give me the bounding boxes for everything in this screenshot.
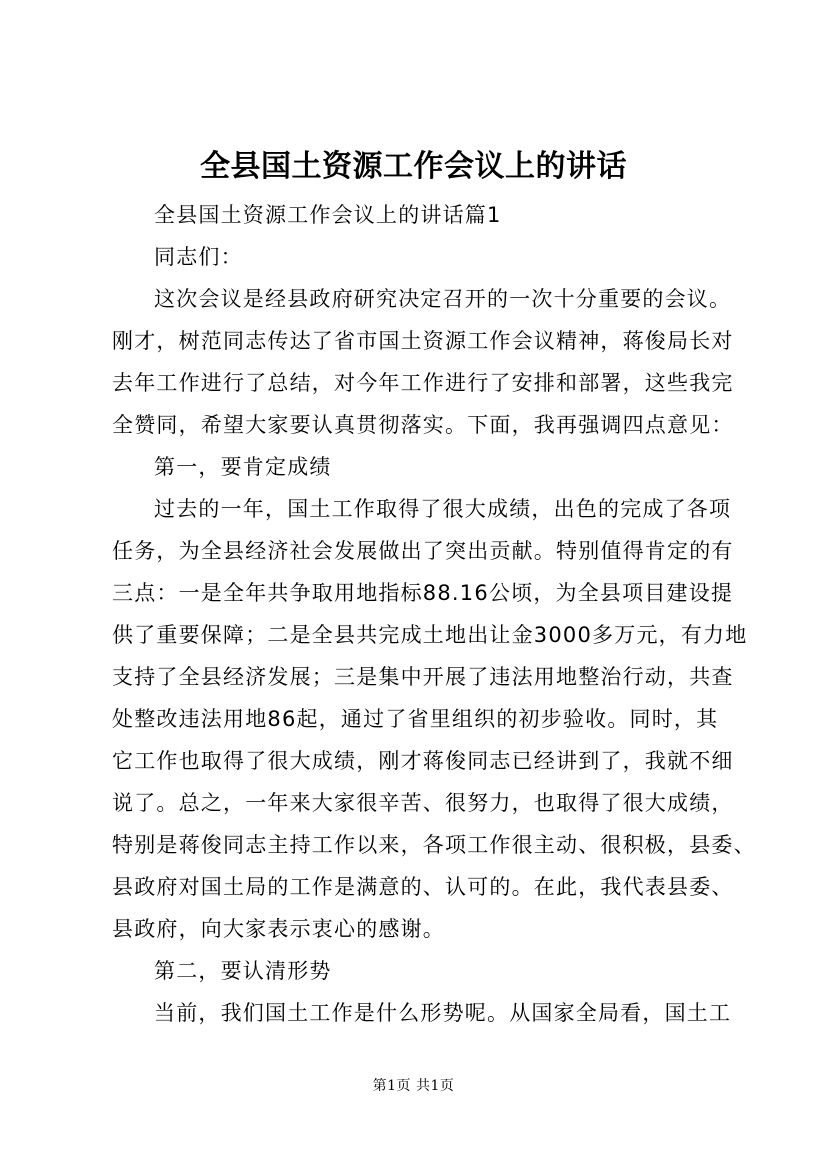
body-line: 全赞同，希望大家要认真贯彻落实。下面，我再强调四点意见： [112, 413, 734, 437]
body-line: 处整改违法用地86起，通过了省里组织的初步验收。同时，其 [112, 707, 719, 731]
body-line: 说了。总之，一年来大家很辛苦、很努力，也取得了很大成绩， [112, 791, 734, 815]
body-line: 任务，为全县经济社会发展做出了突出贡献。特别值得肯定的有 [112, 539, 734, 563]
body-line: 第二，要认清形势 [154, 959, 332, 983]
body-line: 这次会议是经县政府研究决定召开的一次十分重要的会议。 [154, 287, 732, 311]
body-line: 县政府对国土局的工作是满意的、认可的。在此，我代表县委、 [112, 875, 734, 899]
body-line: 同志们： [154, 245, 243, 269]
body-line: 当前，我们国土工作是什么形势呢。从国家全局看，国土工 [154, 1001, 732, 1025]
document-body [112, 194, 756, 1034]
body-line: 县政府，向大家表示衷心的感谢。 [112, 917, 445, 941]
body-line: 三点：一是全年共争取用地指标88.16公顷，为全县项目建设提 [112, 581, 734, 605]
body-line: 过去的一年，国土工作取得了很大成绩，出色的完成了各项 [154, 497, 732, 521]
body-line: 去年工作进行了总结，对今年工作进行了安排和部署，这些我完 [112, 371, 734, 395]
body-line: 供了重要保障；二是全县共完成土地出让金3000多万元，有力地 [112, 623, 748, 647]
body-line: 全县国土资源工作会议上的讲话篇1 [154, 203, 502, 227]
page-footer: 第1页 共1页 [372, 1078, 455, 1094]
document-title: 全县国土资源工作会议上的讲话 [200, 149, 627, 184]
body-line: 第一，要肯定成绩 [154, 455, 332, 479]
body-line: 特别是蒋俊同志主持工作以来，各项工作很主动、很积极，县委、 [112, 833, 756, 857]
body-line: 支持了全县经济发展；三是集中开展了违法用地整治行动，共查 [112, 665, 734, 689]
body-line: 它工作也取得了很大成绩，刚才蒋俊同志已经讲到了，我就不细 [112, 749, 734, 773]
body-line: 刚才，树范同志传达了省市国土资源工作会议精神，蒋俊局长对 [112, 329, 734, 353]
